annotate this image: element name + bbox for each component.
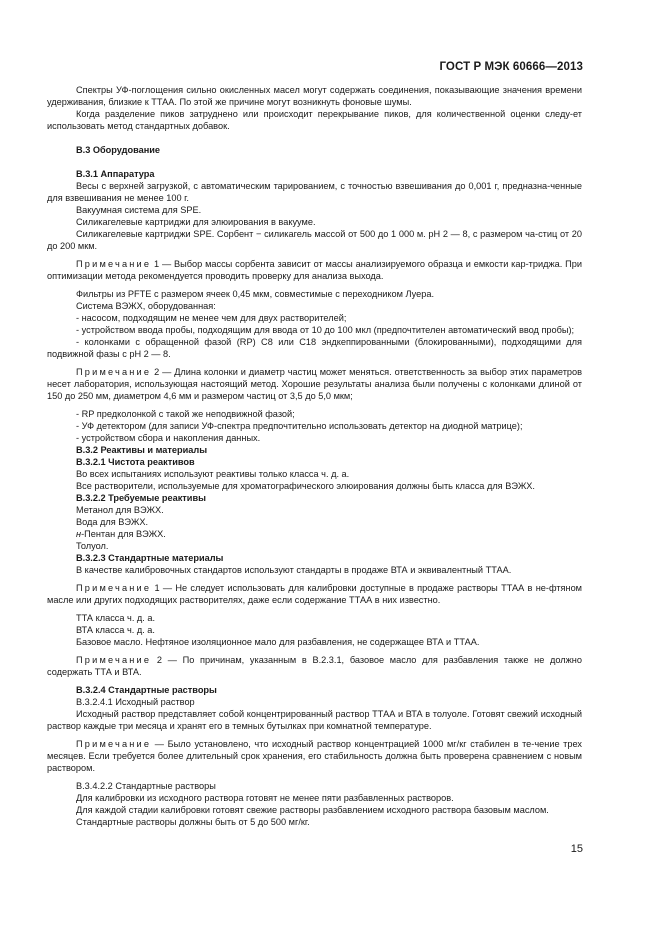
subsection-heading: В.3.2.2 Требуемые реактивы [76, 493, 206, 503]
subsection-heading: В.3.2.3 Стандартные материалы [76, 553, 224, 563]
paragraph: Вода для ВЭЖХ. [76, 517, 149, 527]
subsection-heading: В.3.2 Реактивы и материалы [76, 445, 208, 455]
subsection-heading: В.3.2.4.1 Исходный раствор [76, 697, 195, 707]
subsection-heading: В.3.2.4 Стандартные растворы [76, 685, 217, 695]
note [47, 654, 582, 678]
paragraph: Силикагелевые картриджи SPE. Сорбент − силикагель массой от 500 до 1 000 м. pH 2 — 8, с размером ча-стиц от 20 до 200 мкм. [47, 229, 582, 251]
paragraph: Толуол. [76, 541, 109, 551]
paragraph: Исходный раствор представляет собой концентрированный раствор ТТАА и ВТА в толуоле. Готовят свежий исходный раствор каждые три месяца и хранят его в темных бутылках при комнатной температуре. [47, 709, 582, 731]
paragraph: Базовое масло. Нефтяное изоляционное мало для разбавления, не содержащее ВТА и ТТАА. [76, 637, 480, 647]
paragraph: Для каждой стадии калибровки готовят свежие растворы разбавлением исходного раствора базовым маслом. [76, 805, 549, 815]
note-text: 1 — Не следует использовать для калибровки доступные в продаже растворы ТТАА в не-фтяном масле или других подходящих растворителях, даже если содержание ТТАА в них известно. [47, 583, 582, 605]
note [47, 738, 582, 774]
note-label: Примечание [76, 739, 152, 749]
paragraph: Все растворители, используемые для хроматографического элюирования должны быть класса для ВЭЖХ. [76, 481, 535, 491]
italic-prefix: н [76, 529, 82, 539]
subsection-heading: В.3.2.1 Чистота реактивов [76, 457, 195, 467]
page-content [47, 84, 582, 828]
list-item: - колонками с обращенной фазой (RP) C8 или C18 эндкеппированными (блокированными), подходящими для подвижной фазы с pH 2 — 8. [47, 337, 582, 359]
paragraph: Спектры УФ-поглощения сильно окисленных масел могут содержать соединения, показывающие значения времени удерживания, близкие к ТТАА. По этой же причине могут возникнуть фоновые шумы. [47, 85, 582, 107]
note-text: — Было установлено, что исходный раствор концентрацией 1000 мг/кг стабилен в те-чение трех месяцев. Если требуется более длительный срок хранения, его стабильность должна быть проверена сравнением с новым раствором. [47, 739, 582, 773]
note [47, 582, 582, 606]
note [47, 258, 582, 282]
paragraph-text: -Пентан для ВЭЖХ. [81, 529, 166, 539]
paragraph: Когда разделение пиков затруднено или происходит перекрывание пиков, для количественной оценки следу-ет использовать метод стандартных добавок. [47, 109, 582, 131]
paragraph [47, 528, 582, 540]
paragraph: ВТА класса ч. д. а. [76, 625, 155, 635]
note-text: 2 — По причинам, указанным в В.2.3.1, базовое масло для разбавления также не должно содержать ТТА и ВТА. [47, 655, 582, 677]
paragraph: Вакуумная система для SPE. [76, 205, 202, 215]
paragraph: Для калибровки из исходного раствора готовят не менее пяти разбавленных растворов. [76, 793, 454, 803]
section-heading: В.3 Оборудование [76, 145, 161, 155]
paragraph: Фильтры из PFTE с размером ячеек 0,45 мкм, совместимые с переходником Луера. [76, 289, 435, 299]
note-label: Примечание [76, 655, 152, 665]
subsection-heading: В.3.1 Аппаратура [76, 169, 155, 179]
list-item: - насосом, подходящим не менее чем для двух растворителей; [76, 313, 347, 323]
paragraph: Весы с верхней загрузкой, с автоматическим тарированием, с точностью взвешивания до 0,001 г, предназна-ченные для взвешивания не менее 100 г. [47, 181, 582, 203]
note-label: Примечание [76, 583, 152, 593]
note [47, 366, 582, 402]
paragraph: Стандартные растворы должны быть от 5 до 500 мг/кг. [76, 817, 310, 827]
paragraph: Система ВЭЖХ, оборудованная: [76, 301, 216, 311]
paragraph: Метанол для ВЭЖХ. [76, 505, 164, 515]
note-label: Примечание [76, 367, 152, 377]
standard-header: ГОСТ Р МЭК 60666—2013 [439, 61, 583, 73]
paragraph: В качестве калибровочных стандартов используют стандарты в продаже ВТА и эквивалентный ТТАА. [76, 565, 512, 575]
list-item: - устройством ввода пробы, подходящим для ввода от 10 до 100 мкл (предпочтителен автоматический ввод пробы); [76, 325, 575, 335]
note-text: 2 — Длина колонки и диаметр частиц может меняться. ответственность за выбор этих параметров несет лаборатория, использующая настоящий метод. Хорошие результаты анализа были получены с колонками длиной от 150 до 250 мм, диаметром 4,6 мм и размером частиц от 3,5 до 5,0 мкм; [47, 367, 582, 401]
note-text: 1 — Выбор массы сорбента зависит от массы анализируемого образца и емкости кар-триджа. При оптимизации метода рекомендуется проводить проверку для анализа выхода. [47, 259, 582, 281]
paragraph: ТТА класса ч. д. а. [76, 613, 156, 623]
note-label: Примечание [76, 259, 152, 269]
list-item: - RP предколонкой с такой же неподвижной фазой; [76, 409, 295, 419]
paragraph: Во всех испытаниях используют реактивы только класса ч. д. а. [76, 469, 350, 479]
list-item: - УФ детектором (для записи УФ-спектра предпочтительно использовать детектор на диодной матрице); [76, 421, 523, 431]
subsection-heading: В.3.4.2.2 Стандартные растворы [76, 781, 216, 791]
paragraph: Силикагелевые картриджи для элюирования в вакууме. [76, 217, 316, 227]
page-number: 15 [570, 843, 583, 855]
list-item: - устройством сбора и накопления данных. [76, 433, 261, 443]
